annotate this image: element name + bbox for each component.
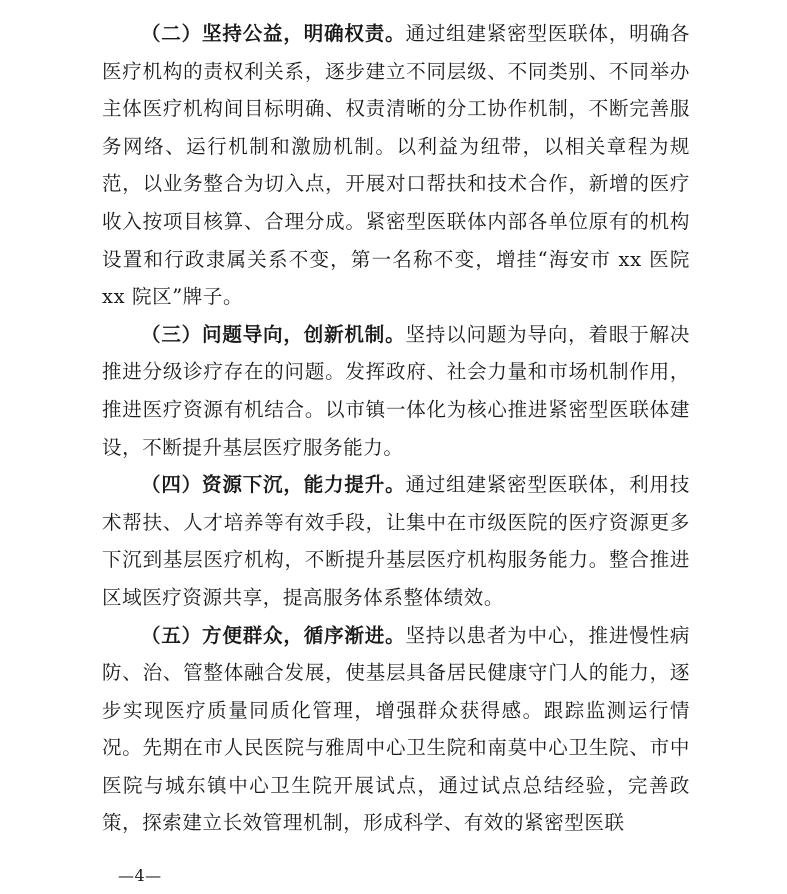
paragraph-heading: （二）坚持公益，明确权责。 (141, 22, 406, 45)
paragraph-text: 坚持以患者为中心，推进慢性病防、治、管整体融合发展，使基层具备居民健康守门人的能力，逐步实现医疗质量同质化管理，增强群众获得感。跟踪监测运行情况。先期在市人民医院与雅周中心卫生院和南莫中心卫生院、市中医院与城东镇中心卫生院开展试点，通过试点总结经验，完善政策，探索建立长效管理机制，形成科学、有效的紧密型医联 (102, 623, 690, 835)
page-number: —4— (118, 866, 162, 885)
paragraph-convenience (102, 617, 690, 843)
paragraph-heading: （五）方便群众，循序渐进。 (141, 623, 406, 647)
paragraph-public-welfare (102, 15, 690, 316)
paragraph-heading: （四）资源下沉，能力提升。 (141, 473, 406, 497)
paragraph-text: 通过组建紧密型医联体，利用技术帮扶、人才培养等有效手段，让集中在市级医院的医疗资源更多下沉到基层医疗机构，不断提升基层医疗机构服务能力。整合推进区域医疗资源共享，提高服务体系整体绩效。 (102, 473, 690, 609)
paragraph-resource-sinking (102, 466, 690, 616)
paragraph-text: 通过组建紧密型医联体，明确各医疗机构的责权利关系，逐步建立不同层级、不同类别、不同举办主体医疗机构间目标明确、权责清晰的分工协作机制，不断完善服务网络、运行机制和激励机制。以利益为纽带，以相关章程为规范，以业务整合为切入点，开展对口帮扶和技术合作，新增的医疗收入按项目核算、合理分成。紧密型医联体内部各单位原有的机构设置和行政隶属关系不变，第一名称不变，增挂“海安市 xx 医院 xx 院区”牌子。 (102, 22, 690, 309)
paragraph-problem-oriented (102, 316, 690, 466)
paragraph-text: 坚持以问题为导向，着眼于解决推进分级诊疗存在的问题。发挥政府、社会力量和市场机制作用，推进医疗资源有机结合。以市镇一体化为核心推进紧密型医联体建设，不断提升基层医疗服务能力。 (102, 322, 690, 459)
document-body (102, 15, 690, 842)
paragraph-heading: （三）问题导向，创新机制。 (141, 322, 406, 346)
